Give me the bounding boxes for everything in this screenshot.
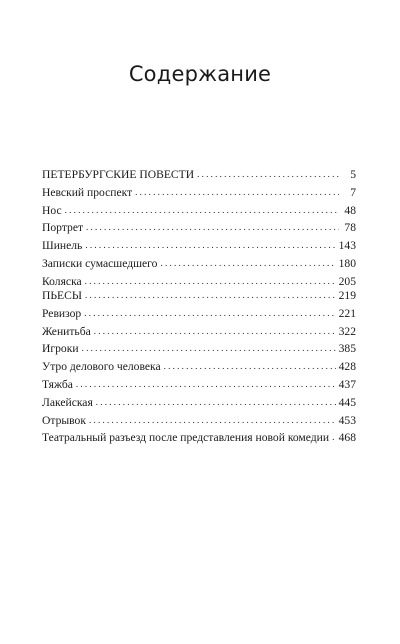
toc-section-heading[interactable] xyxy=(42,166,356,184)
toc-entry-title: Женитьба xyxy=(42,324,91,338)
toc-entry-page: 385 xyxy=(338,342,356,356)
toc-entry-title: Игроки xyxy=(42,342,79,356)
toc-entry-title: Портрет xyxy=(42,221,84,235)
toc-section-plays xyxy=(42,287,356,447)
toc-section-heading[interactable] xyxy=(42,287,356,305)
toc-entry-page: 428 xyxy=(338,360,356,374)
dot-leader xyxy=(82,339,336,358)
dot-leader xyxy=(86,218,339,237)
toc-entry-page: 468 xyxy=(338,431,356,445)
toc-entry-page: 445 xyxy=(338,395,356,409)
toc-entry-page: 322 xyxy=(338,324,356,338)
toc-entry[interactable] xyxy=(42,184,356,202)
toc-section-petersburg-tales xyxy=(42,166,356,291)
toc-entry-page: 5 xyxy=(350,168,356,181)
toc-entry[interactable] xyxy=(42,429,356,447)
dot-leader xyxy=(164,357,336,376)
dot-leader xyxy=(197,165,339,184)
toc-entry-page: 143 xyxy=(338,239,356,253)
dot-leader xyxy=(85,236,335,255)
dot-leader xyxy=(65,201,339,220)
toc-entry-title: Отрывок xyxy=(42,413,86,427)
toc-entry[interactable] xyxy=(42,305,356,323)
toc-entry-page: 221 xyxy=(338,306,356,320)
toc-entry-page: 205 xyxy=(338,274,356,288)
toc-entry[interactable] xyxy=(42,376,356,394)
toc-entry-page: 180 xyxy=(338,256,356,270)
toc-entry-title: Коляска xyxy=(42,274,82,288)
toc-entry-title: Утро делового человека xyxy=(42,360,161,374)
dot-leader xyxy=(84,304,335,323)
toc-entry-title: Лакейская xyxy=(42,395,93,409)
dot-leader xyxy=(76,375,336,394)
toc-entry-page: 7 xyxy=(350,185,356,199)
toc-entry-title: Тяжба xyxy=(42,377,73,391)
toc-entry-title: Ревизор xyxy=(42,306,82,320)
toc-entry[interactable] xyxy=(42,358,356,376)
page-title: Содержание xyxy=(128,62,272,86)
toc-entry-title: ПЬЕСЫ xyxy=(42,289,82,302)
dot-leader xyxy=(332,428,336,447)
toc-entry[interactable] xyxy=(42,394,356,412)
toc-entry[interactable] xyxy=(42,323,356,341)
toc-entry-title: ПЕТЕРБУРГСКИЕ ПОВЕСТИ xyxy=(42,168,195,181)
toc-entry[interactable] xyxy=(42,340,356,358)
toc-entry-title: Записки сумасшедшего xyxy=(42,256,158,270)
toc-entry-title: Шинель xyxy=(42,239,83,253)
dot-leader xyxy=(160,254,335,273)
toc-entry[interactable] xyxy=(42,219,356,237)
toc-entry-page: 437 xyxy=(338,377,356,391)
dot-leader xyxy=(89,411,336,430)
toc-entry[interactable] xyxy=(42,412,356,430)
toc-entry[interactable] xyxy=(42,255,356,273)
toc-entry[interactable] xyxy=(42,202,356,220)
dot-leader xyxy=(135,183,339,202)
toc-entry-page: 78 xyxy=(344,221,356,235)
toc-entry-page: 453 xyxy=(338,413,356,427)
toc-entry-page: 48 xyxy=(344,203,356,217)
dot-leader xyxy=(94,322,336,341)
dot-leader xyxy=(96,393,336,412)
toc-entry-title: Театральный разъезд после представления новой комедии xyxy=(42,431,330,445)
toc-entry[interactable] xyxy=(42,237,356,255)
dot-leader xyxy=(85,286,336,305)
toc-entry-title: Нос xyxy=(42,203,62,217)
toc-entry-title: Невский проспект xyxy=(42,185,133,199)
toc-entry-page: 219 xyxy=(338,289,356,302)
